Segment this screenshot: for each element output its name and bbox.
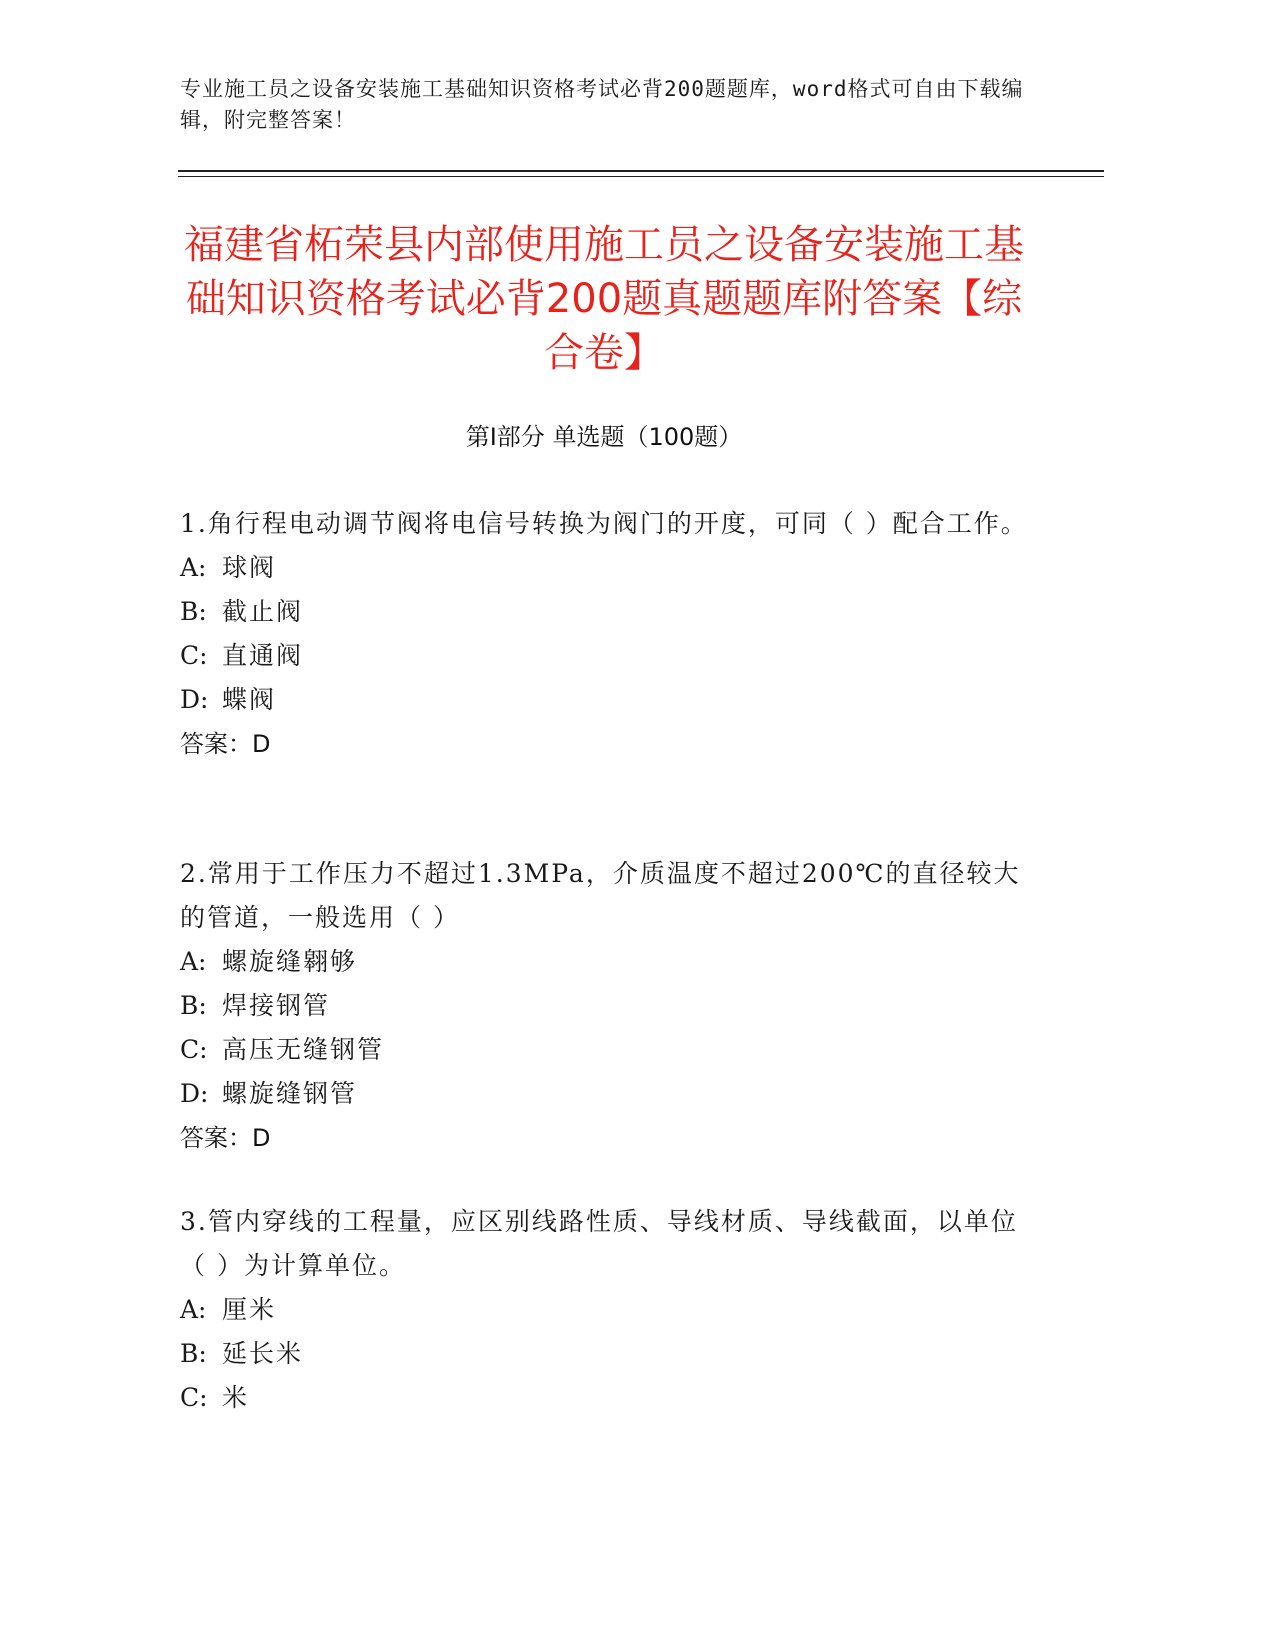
option-b (180, 590, 1030, 634)
option-d (180, 678, 1030, 722)
option-key: D: (180, 685, 209, 714)
option-label: 厘米 (222, 1295, 277, 1324)
option-a (180, 940, 1030, 984)
header-note: 专业施工员之设备安装施工基础知识资格考试必背200题题库，word格式可自由下载编辑，附完整答案！ (180, 77, 1024, 132)
option-label: 延长米 (222, 1339, 304, 1368)
question-text: 1.角行程电动调节阀将电信号转换为阀门的开度，可同（ ）配合工作。 (180, 509, 1028, 538)
section-heading: 第Ⅰ部分 单选题（100题） (465, 423, 743, 451)
option-label: 螺旋缝翱够 (222, 947, 358, 976)
option-label: 球阀 (222, 553, 277, 582)
option-c (180, 1028, 1030, 1072)
option-label: 直通阀 (222, 641, 304, 670)
answer-line: 答案：D (180, 1124, 271, 1152)
option-key: A: (180, 1295, 207, 1324)
option-key: C: (180, 641, 208, 670)
header-rule-thin (178, 176, 1104, 177)
document-title: 福建省柘荣县内部使用施工员之设备安装施工基础知识资格考试必背200题真题题库附答案【综合卷】 (184, 222, 1024, 376)
option-key: B: (180, 1339, 207, 1368)
option-c (180, 1376, 1030, 1420)
option-d (180, 1072, 1030, 1116)
answer-line: 答案：D (180, 730, 271, 758)
option-c (180, 634, 1030, 678)
option-label: 焊接钢管 (222, 991, 331, 1020)
option-key: A: (180, 553, 207, 582)
option-key: D: (180, 1079, 209, 1108)
option-label: 截止阀 (222, 597, 304, 626)
question-text: 2.常用于工作压力不超过1.3MPa，介质温度不超过200℃的直径较大的管道，一般选用（ ） (180, 859, 1021, 932)
option-key: C: (180, 1035, 208, 1064)
question-3 (180, 1200, 1030, 1420)
option-key: A: (180, 947, 207, 976)
header-rule-thick (178, 170, 1104, 172)
question-2 (180, 852, 1030, 1160)
option-key: B: (180, 991, 207, 1020)
option-label: 螺旋缝钢管 (222, 1079, 358, 1108)
option-key: B: (180, 597, 207, 626)
option-key: C: (180, 1383, 208, 1412)
option-b (180, 984, 1030, 1028)
option-a (180, 1288, 1030, 1332)
option-label: 蝶阀 (222, 685, 277, 714)
option-label: 高压无缝钢管 (222, 1035, 385, 1064)
option-label: 米 (222, 1383, 250, 1412)
option-b (180, 1332, 1030, 1376)
question-text: 3.管内穿线的工程量，应区别线路性质、导线材质、导线截面，以单位（ ）为计算单位。 (180, 1207, 1018, 1280)
option-a (180, 546, 1030, 590)
question-1 (180, 502, 1030, 766)
